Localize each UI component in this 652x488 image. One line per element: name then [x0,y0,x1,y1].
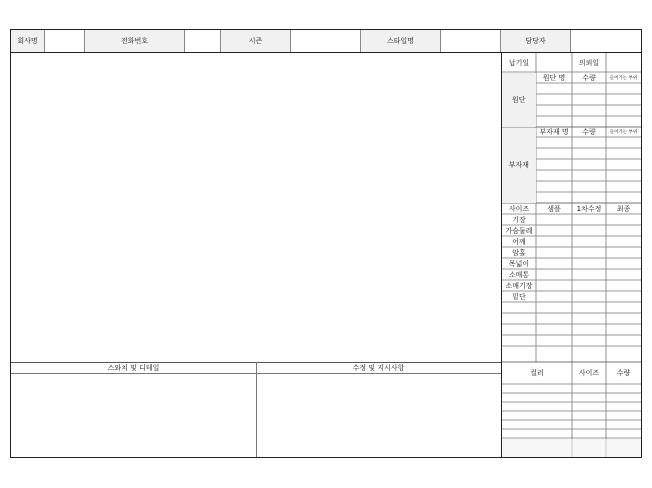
order-date-label: 의뢰일 [578,58,600,67]
style-value[interactable] [441,30,501,52]
size-row-label: 가슴둘레 [505,226,533,235]
size-row-label: 기장 [512,215,526,224]
side-panel [502,53,641,457]
first-revision-header: 1차수정 [576,204,602,213]
size-row-label: 소매기장 [505,281,533,290]
size-row-label: 밑단 [512,292,526,301]
swatch-label: 스와치 및 디테일 [107,363,160,372]
fabric-name-header: 원단 명 [542,73,566,82]
size-row-label: 암홀 [512,248,526,257]
fabric-qty-header: 수량 [582,73,596,82]
swatch-detail-area[interactable] [11,374,256,457]
season-value[interactable] [291,30,361,52]
subsidiary-part-header: 들어가는 부위 [609,130,638,135]
color-qty-header: 수량 [616,369,631,377]
size-header: 사이즈 [508,204,530,213]
size-row-label: 어깨 [512,237,526,246]
final-header: 최종 [616,204,631,213]
style-label: 스타일명 [361,30,441,52]
subsidiary-section-label: 부자재 [502,128,536,203]
subsidiary-name-header: 부자재 명 [539,128,569,136]
design-sketch-area[interactable] [11,53,501,362]
fabric-section-label: 원단 [502,73,536,127]
subsidiary-qty-header: 수량 [582,128,596,136]
color-header: 컬러 [530,369,544,377]
size-row-label: 목넓이 [508,259,530,268]
fabric-part-header: 들어가는 부위 [609,75,638,81]
color-table-footer-row [502,439,641,457]
revision-label: 수정 및 지시사항 [352,363,405,372]
delivery-date-label: 납기일 [508,58,530,67]
sample-header: 샘플 [547,204,561,213]
size-row-label: 소매통 [508,270,530,279]
delivery-date-value[interactable] [537,53,572,72]
season-label: 시즌 [221,30,291,52]
manager-value[interactable] [571,30,641,52]
order-date-value[interactable] [607,53,641,72]
color-size-header: 사이즈 [578,369,600,377]
manager-label: 담당자 [501,30,571,52]
worksheet-form [10,29,642,458]
phone-label: 전화번호 [85,30,185,52]
revision-notes-area[interactable] [257,374,501,457]
company-value[interactable] [45,30,85,52]
company-label: 회사명 [11,30,45,52]
phone-value[interactable] [185,30,221,52]
